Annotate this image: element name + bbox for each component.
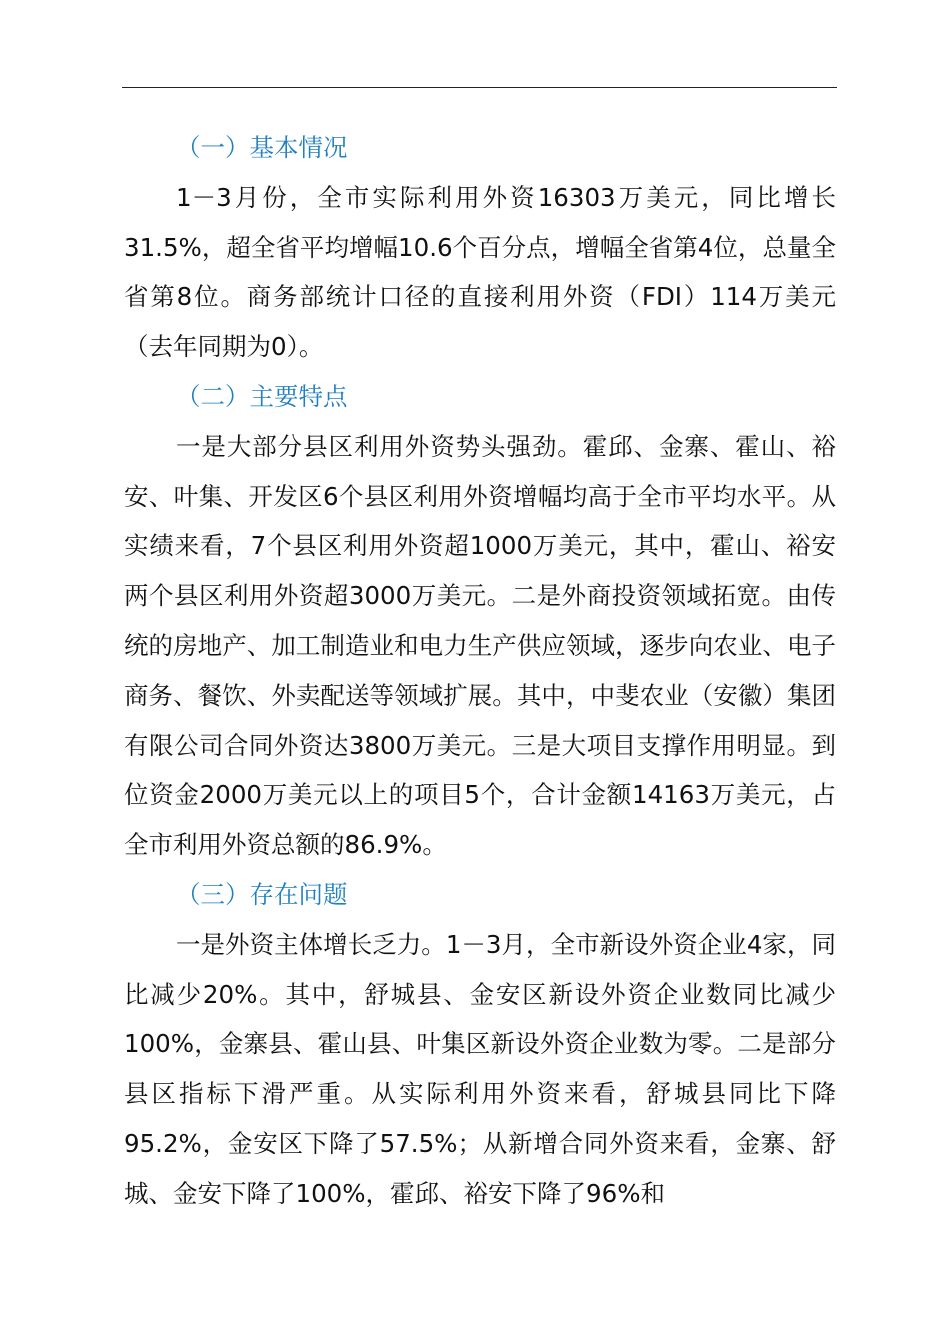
document-body — [124, 123, 836, 1219]
section-problems — [124, 870, 836, 1219]
section-features — [124, 372, 836, 870]
section-paragraph: 一是外资主体增长乏力。1－3月，全市新设外资企业4家，同比减少20%。其中，舒城县、金安区新设外资企业数同比减少100%，金寨县、霍山县、叶集区新设外资企业数为零。二是部分县区指标下滑严重。从实际利用外资来看，舒城县同比下降95.2%，金安区下降了57.5%；从新增合同外资来看，金寨、舒城、金安下降了100%，霍邱、裕安下降了96%和 — [124, 929, 836, 1208]
section-heading: （一）基本情况 — [176, 133, 348, 162]
section-paragraph: 1－3月份，全市实际利用外资16303万美元，同比增长31.5%，超全省平均增幅10.6个百分点，增幅全省第4位，总量全省第8位。商务部统计口径的直接利用外资（FDI）114万美元（去年同期为0）。 — [124, 182, 836, 362]
section-paragraph: 一是大部分县区利用外资势头强劲。霍邱、金寨、霍山、裕安、叶集、开发区6个县区利用外资增幅均高于全市平均水平。从实绩来看，7个县区利用外资超1000万美元，其中，霍山、裕安两个县区利用外资超3000万美元。二是外商投资领域拓宽。由传统的房地产、加工制造业和电力生产供应领域，逐步向农业、电子商务、餐饮、外卖配送等领域扩展。其中，中斐农业（安徽）集团有限公司合同外资达3800万美元。三是大项目支撑作用明显。到位资金2000万美元以上的项目5个，合计金额14163万美元，占全市利用外资总额的86.9%。 — [124, 431, 836, 860]
section-heading: （二）主要特点 — [176, 381, 348, 411]
section-basic — [124, 123, 836, 372]
section-heading: （三）存在问题 — [176, 879, 348, 909]
header-rule — [122, 87, 837, 88]
